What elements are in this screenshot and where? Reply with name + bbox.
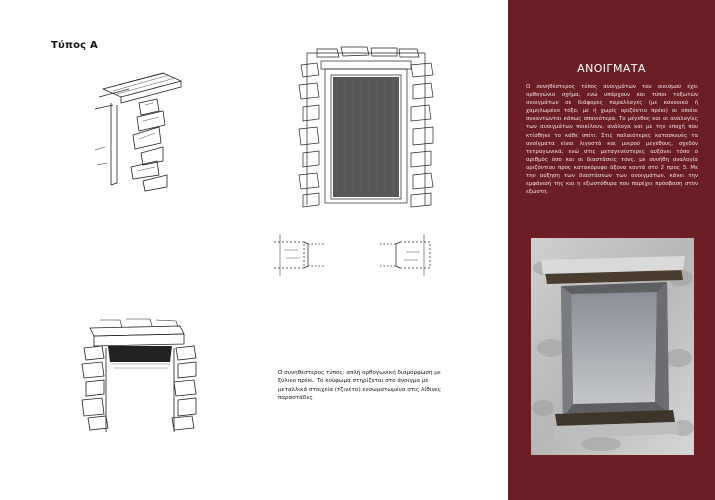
type-heading: Τύπος Α	[51, 40, 98, 51]
opening-plan-section-sketch	[274, 232, 434, 282]
sidebar-paragraph: Ο συνηθέστερος τύπος ανοιγμάτων του οικισμού έχει ορθογώνιο σχήμα, ενώ υπάρχουν και τύποι τοξωτών ανοιγμάτων σε διάφορες παραλλαγές (με κανονικό ή χαμηλωμένο τόξο, με ή χωρίς οριζόντιο πρέκι) οι οποίοι συναντώνται κάπως σπανιότερα. Το μέγεθος και οι αναλογίες των ανοιγμάτων ποικίλουν, ανάλογα και με την εποχή που κτίσθηκε το κάθε σπίτι. Στις παλαιότερες κατασκευές τα ανοίγματα είναι λιγοστά και μικρού μεγέθους, σχεδόν τετραγωνικά, ενώ στις μεταγενέστερες αυξάνει τόσο ο αριθμός όσο και οι διαστάσεις τους, με συνήθη αναλογία οριζόντιου προς κατακόρυφο άξονα κοντά στο 2 προς 3. Με την αύξηση των διαστάσεων των ανοιγμάτων, κάνει την εμφάνισή της και η εξωστόθυρα που παρέχει πρόσβαση στον εξώστη.	[526, 84, 698, 196]
window-elevation-sketch	[80, 318, 198, 436]
caption-text: Ο συνηθέστερος τύπος: απλή ορθογωνική διαμόρφωση με ξύλινο πρέκι. Το κούφωμα στηρίζεται στο άνοιγμα με μεταλλικά στοιχεία (τζινέτα) ενσωματωμένα στις λίθινες παραστάδες.	[278, 370, 442, 402]
doorway-elevation-sketch	[297, 45, 435, 210]
lintel-axonometric-sketch	[93, 67, 193, 197]
window-opening-photo	[531, 238, 694, 455]
sidebar-title: ΑΝΟΙΓΜΑΤΑ	[577, 62, 646, 75]
